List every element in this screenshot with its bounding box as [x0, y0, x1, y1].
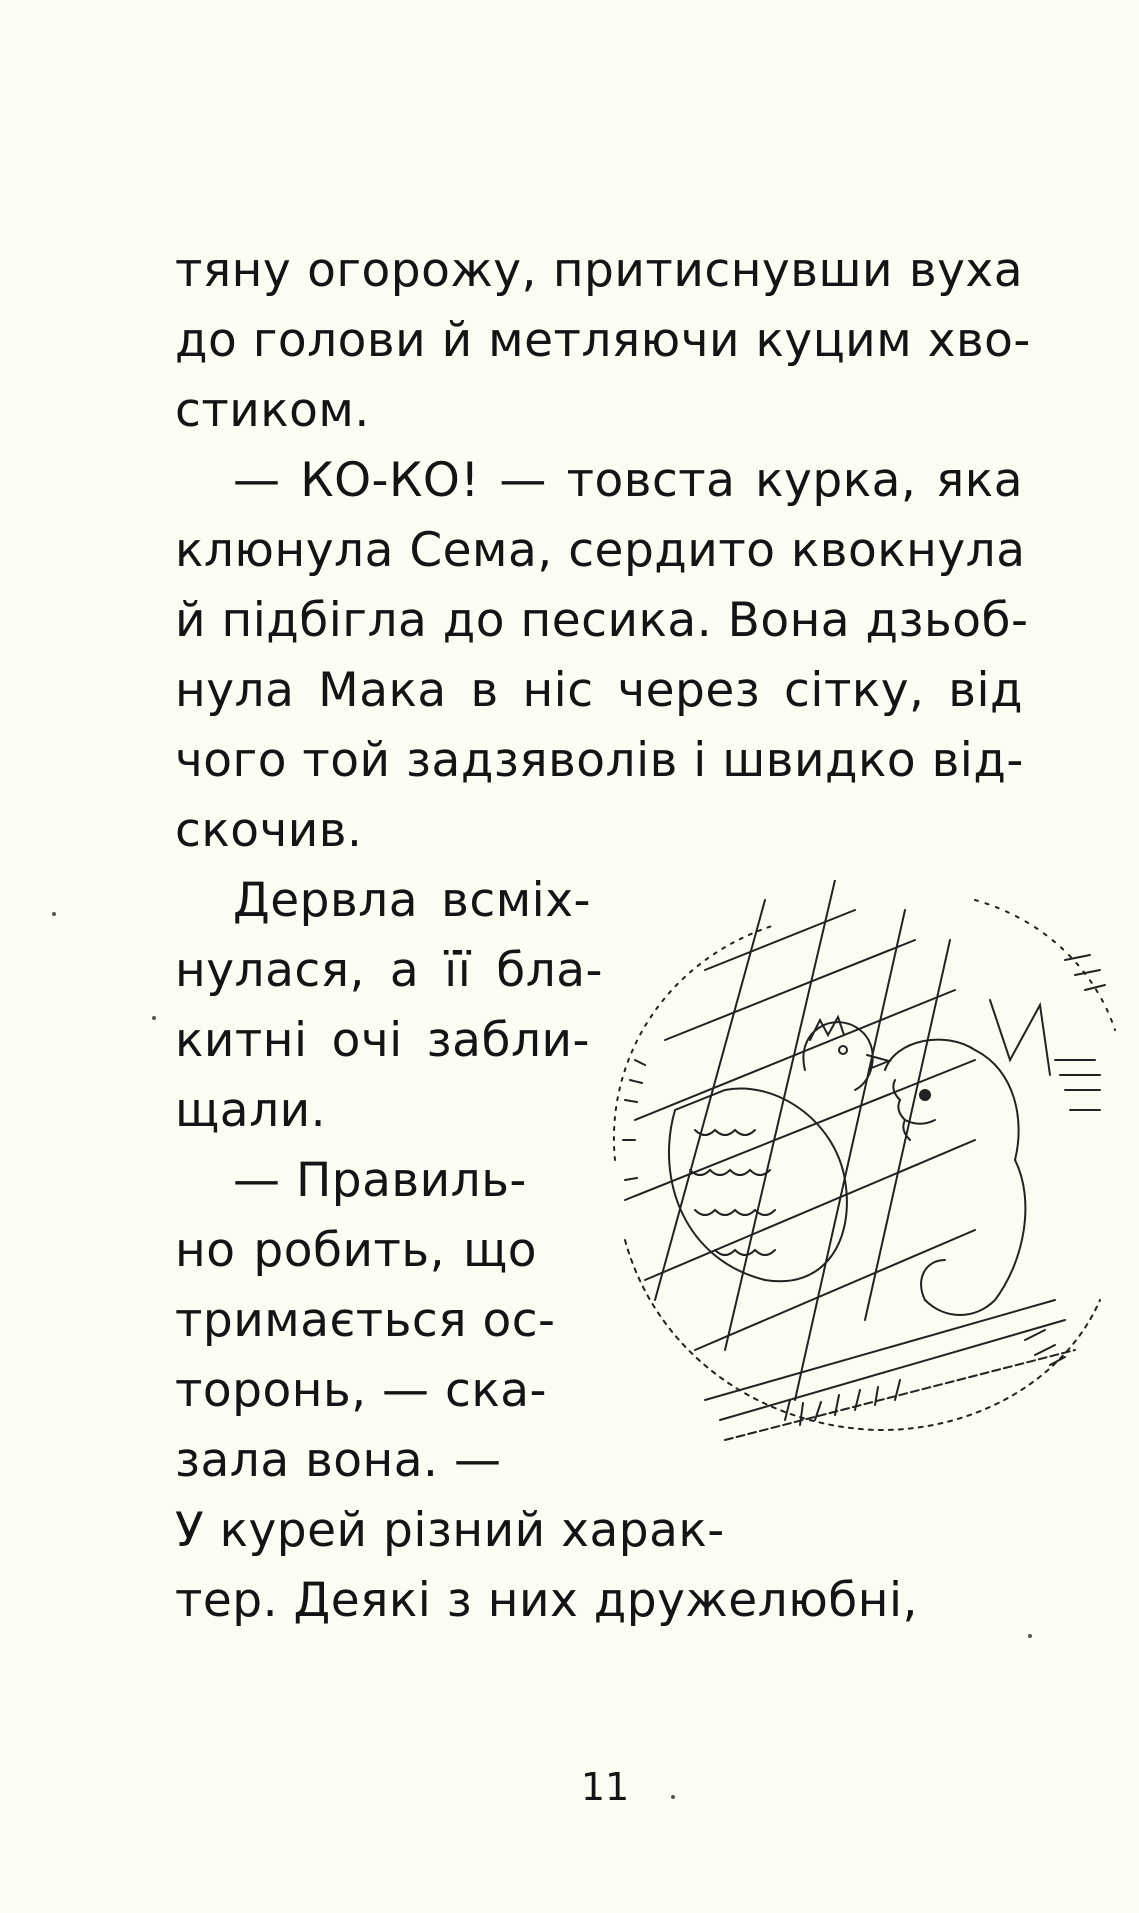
text-line: зала вона. —: [175, 1433, 502, 1488]
print-speck: [152, 1016, 156, 1020]
text-line: чого той задзяволів і швидко від-: [175, 733, 1024, 788]
text-line: клюнула Сема, сердито квокнула: [175, 523, 1026, 578]
text-line: стиком.: [175, 383, 370, 438]
text-line: нула Мака в ніс через сітку, від: [175, 663, 1023, 718]
page-number: 11: [580, 1765, 630, 1809]
text-line: китні очі забли-: [175, 1013, 590, 1068]
text-line: тер. Деякі з них дружелюбні,: [175, 1573, 918, 1628]
text-line: й підбігла до песика. Вона дзьоб-: [175, 593, 1029, 648]
print-speck: [1028, 1634, 1032, 1638]
chicken-and-dog-through-fence-illustration: [595, 880, 1130, 1450]
text-line: Дервла всміх-: [233, 873, 591, 928]
text-line: — Правиль-: [233, 1153, 527, 1208]
print-speck: [52, 912, 56, 916]
text-line: до голови й метляючи куцим хво-: [175, 313, 1031, 368]
text-line: торонь, — ска-: [175, 1363, 547, 1418]
text-line: У курей різний харак-: [175, 1503, 725, 1558]
text-line: нулася, а її бла-: [175, 943, 603, 998]
text-line: но робить, що: [175, 1223, 537, 1278]
text-line: — КО-КО! — товста курка, яка: [233, 453, 1023, 508]
text-line: тяну огорожу, притиснувши вуха: [175, 243, 1023, 298]
print-speck: [671, 1795, 675, 1799]
text-line: тримається ос-: [175, 1293, 556, 1348]
text-line: щали.: [175, 1083, 327, 1138]
text-line: скочив.: [175, 803, 363, 858]
